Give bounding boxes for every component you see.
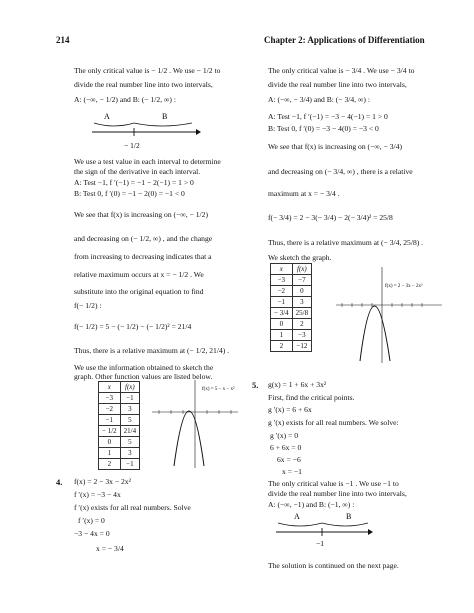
parabola-graph-right: [334, 265, 444, 365]
function-value-table: [270, 263, 312, 352]
table-row: −1 5: [99, 415, 140, 426]
text-line: First, find the critical points.: [268, 393, 355, 402]
continuation-note: The solution is continued on the next page.: [268, 561, 399, 570]
interval-a-label: A: [104, 112, 110, 121]
number-line-diagram: [92, 110, 202, 160]
chapter-title: Chapter 2: Applications of Differentiation: [264, 35, 425, 45]
problem-number: 5.: [252, 380, 259, 390]
table-header: f(x): [120, 382, 139, 393]
text-line: f ′(x) = −3 − 4x: [74, 490, 121, 499]
table-header: x: [99, 382, 121, 393]
text-line: We see that f(x) is increasing on (−∞, − 1/2): [74, 210, 208, 219]
text-line: from increasing to decreasing indicates that a: [74, 252, 212, 261]
text-line: We use the information obtained to sketch the: [74, 363, 214, 372]
interval-b-label: B: [162, 112, 168, 121]
text-line: A: (−∞, − 1/2) and B: (− 1/2, ∞) :: [74, 95, 176, 104]
text-line: graph. Other function values are listed below.: [74, 372, 213, 381]
text-line: Thus, there is a relative maximum at (− 3/4, 25/8) .: [268, 238, 424, 247]
graph-function-label: f(x) = 5 − x − x²: [202, 387, 235, 392]
number-line-diagram: [276, 510, 376, 558]
text-line: We use a test value in each interval to determine: [74, 157, 221, 166]
critical-value-label: −1: [316, 539, 324, 548]
interval-b-label: B: [346, 512, 352, 521]
page-number: 214: [56, 35, 70, 45]
table-row: 1 −3: [271, 330, 312, 341]
parabola-graph-left: [150, 378, 240, 470]
text-line: We see that f(x) is increasing on (−∞, − 3/4): [268, 142, 402, 151]
text-line: relative maximum occurs at x = − 1/2 . We: [74, 270, 204, 279]
table-row: 1 3: [99, 448, 140, 459]
text-line: f(x) = 2 − 3x − 2x²: [74, 477, 131, 486]
text-line: Thus, there is a relative maximum at (− 1/2, 21/4) .: [74, 346, 230, 355]
text-line: f ′(x) exists for all real numbers. Solve: [74, 503, 191, 512]
text-line: A: (−∞, −1) and B: (−1, ∞) :: [268, 500, 355, 509]
text-line: substitute into the original equation to find: [74, 287, 204, 296]
text-line: f(− 1/2) :: [74, 301, 102, 310]
table-row: −3 −1: [99, 393, 140, 404]
critical-value-label: − 1/2: [124, 141, 140, 150]
text-line: and decreasing on (− 1/2, ∞) , and the change: [74, 234, 213, 243]
text-line: g ′(x) exists for all real numbers. We solve:: [268, 418, 399, 427]
table-header: f(x): [292, 264, 311, 275]
table-row: − 1/2 21/4: [99, 426, 140, 437]
text-line: f(− 1/2) = 5 − (− 1/2) − (− 1/2)² = 21/4: [74, 322, 192, 331]
graph-function-label: f(x) = 2 − 3x − 2x²: [385, 284, 423, 289]
text-line: the sign of the derivative in each interval.: [74, 167, 201, 176]
text-line: f(− 3/4) = 2 − 3(− 3/4) − 2(− 3/4)² = 25/8: [268, 213, 393, 222]
text-line: divide the real number line into two intervals,: [268, 80, 407, 89]
table-row: − 3/4 25/8: [271, 308, 312, 319]
text-line: g ′(x) = 0: [270, 431, 299, 440]
table-row: −3 −7: [271, 275, 312, 286]
text-line: 6 + 6x = 0: [270, 443, 302, 452]
table-row: −1 3: [271, 297, 312, 308]
text-line: x = − 3/4: [96, 544, 124, 553]
table-row: 2 −12: [271, 341, 312, 352]
table-header: x: [271, 264, 293, 275]
text-line: maximum at x = − 3/4 .: [268, 189, 340, 198]
text-line: B: Test 0, f ′(0) = −1 − 2(0) = −1 < 0: [74, 189, 185, 198]
text-line: A: (−∞, − 3/4) and B: (− 3/4, ∞) :: [268, 95, 370, 104]
text-line: and decreasing on (− 3/4, ∞) , there is a relative: [268, 167, 413, 176]
text-line: divide the real number line into two intervals,: [74, 80, 213, 89]
text-line: B: Test 0, f ′(0) = −3 − 4(0) = −3 < 0: [268, 124, 379, 133]
text-line: We sketch the graph.: [268, 253, 332, 262]
text-line: The only critical value is − 3/4 . We use − 3/4 to: [268, 66, 415, 75]
table-row: −2 0: [271, 286, 312, 297]
text-line: The only critical value is − 1/2 . We use − 1/2 to: [74, 66, 221, 75]
table-row: −2 3: [99, 404, 140, 415]
interval-a-label: A: [294, 512, 300, 521]
text-line: divide the real number line into two intervals,: [268, 489, 407, 498]
table-row: 2 −1: [99, 459, 140, 470]
text-line: The only critical value is −1 . We use −1 to: [268, 479, 399, 488]
function-value-table: [98, 381, 140, 470]
text-line: f ′(x) = 0: [78, 516, 105, 525]
text-line: x = −1: [282, 467, 302, 476]
table-row: 0 5: [99, 437, 140, 448]
text-line: g(x) = 1 + 6x + 3x²: [268, 380, 327, 389]
text-line: −3 − 4x = 0: [74, 529, 110, 538]
text-line: A: Test −1, f ′(−1) = −1 − 2(−1) = 1 > 0: [74, 178, 194, 187]
table-row: 0 2: [271, 319, 312, 330]
text-line: g ′(x) = 6 + 6x: [268, 405, 312, 414]
text-line: 6x = −6: [277, 455, 301, 464]
problem-number: 4.: [56, 477, 63, 487]
text-line: A: Test −1, f ′(−1) = −3 − 4(−1) = 1 > 0: [268, 112, 388, 121]
